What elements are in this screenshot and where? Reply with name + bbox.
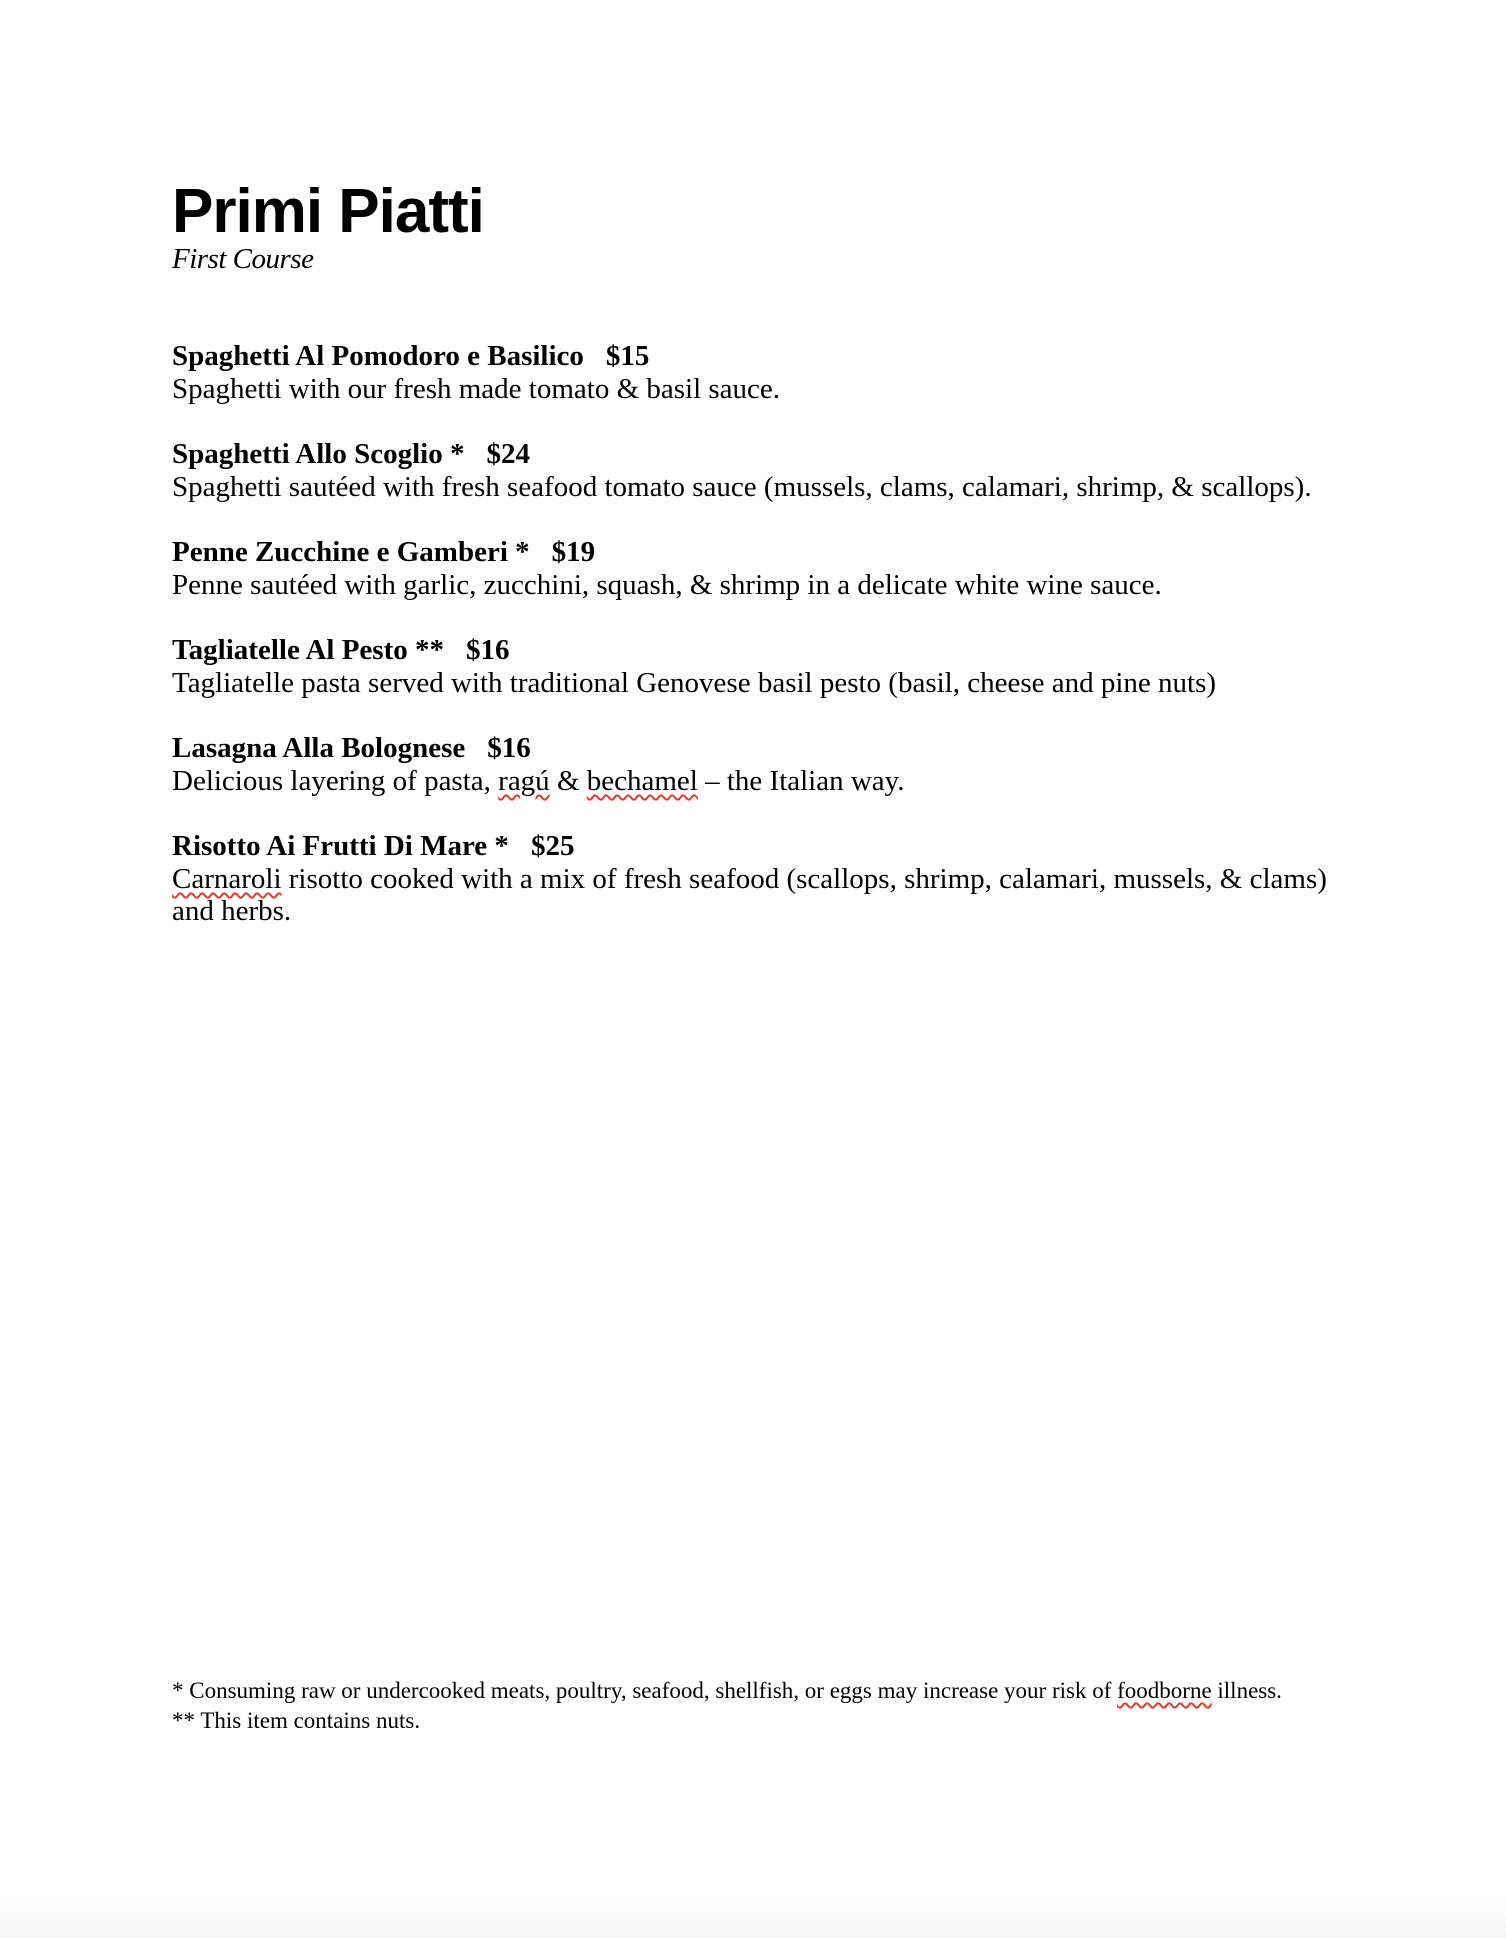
menu-item-header [172, 634, 1352, 666]
menu-item-price: $19 [551, 536, 596, 568]
menu-items [172, 340, 1352, 927]
footnote-nut-warning: ** This item contains nuts. [172, 1708, 421, 1733]
menu-item-description [172, 863, 1352, 927]
menu-item [172, 732, 1352, 797]
menu-item [172, 634, 1352, 699]
menu-item-description: Penne sautéed with garlic, zucchini, squash, & shrimp in a delicate white wine sauce. [172, 569, 1162, 601]
menu-item-header [172, 340, 1352, 372]
menu-item-description [172, 765, 1352, 797]
spellcheck-flagged-word[interactable]: Carnaroli [172, 863, 282, 895]
description-text: risotto cooked with a mix of fresh seafood (scallops, shrimp, calamari, mussels, & clams) and herbs. [172, 863, 1327, 927]
spellcheck-flagged-word[interactable]: bechamel [586, 765, 698, 797]
menu-content [172, 176, 1352, 960]
menu-item-name: Penne Zucchine e Gamberi * [172, 536, 530, 568]
menu-item-header [172, 536, 1352, 568]
menu-item [172, 438, 1352, 503]
menu-item-price: $16 [466, 634, 510, 666]
spellcheck-flagged-word[interactable]: foodborne [1117, 1678, 1212, 1703]
footnote-text: illness. [1211, 1678, 1282, 1703]
menu-item-description: Spaghetti with our fresh made tomato & basil sauce. [172, 373, 781, 405]
menu-item-price: $15 [605, 340, 650, 372]
menu-item-name: Tagliatelle Al Pesto ** [172, 634, 444, 666]
footnote-raw-food-warning [172, 1676, 1372, 1706]
page-title: Primi Piatti [172, 177, 484, 246]
menu-item [172, 830, 1352, 927]
menu-item-description: Spaghetti sautéed with fresh seafood tomato sauce (mussels, clams, calamari, shrimp, & scallops). [172, 471, 1312, 503]
menu-item-price: $25 [530, 830, 575, 862]
spellcheck-flagged-word[interactable]: ragú [498, 765, 550, 797]
menu-item [172, 536, 1352, 601]
page-subtitle: First Course [172, 243, 314, 275]
menu-item-price: $16 [487, 732, 531, 764]
page-bottom-shadow [0, 1898, 1506, 1938]
description-text: & [549, 765, 587, 797]
menu-item-price: $24 [486, 438, 530, 470]
footnotes [172, 1676, 1372, 1736]
footnote-text: * Consuming raw or undercooked meats, poultry, seafood, shellfish, or eggs may increase your risk of [172, 1678, 1118, 1703]
description-text: – the Italian way. [697, 765, 905, 797]
menu-item-header [172, 732, 1352, 764]
menu-item-header [172, 830, 1352, 862]
menu-item-description: Tagliatelle pasta served with traditional Genovese basil pesto (basil, cheese and pine nuts) [172, 667, 1217, 699]
description-text: Delicious layering of pasta, [172, 765, 499, 797]
menu-item-header [172, 438, 1352, 470]
menu-item-name: Lasagna Alla Bolognese [172, 732, 466, 764]
menu-item-name: Risotto Ai Frutti Di Mare * [172, 830, 509, 862]
menu-item-name: Spaghetti Allo Scoglio * [172, 438, 465, 470]
menu-item-name: Spaghetti Al Pomodoro e Basilico [172, 340, 584, 372]
menu-item [172, 340, 1352, 405]
